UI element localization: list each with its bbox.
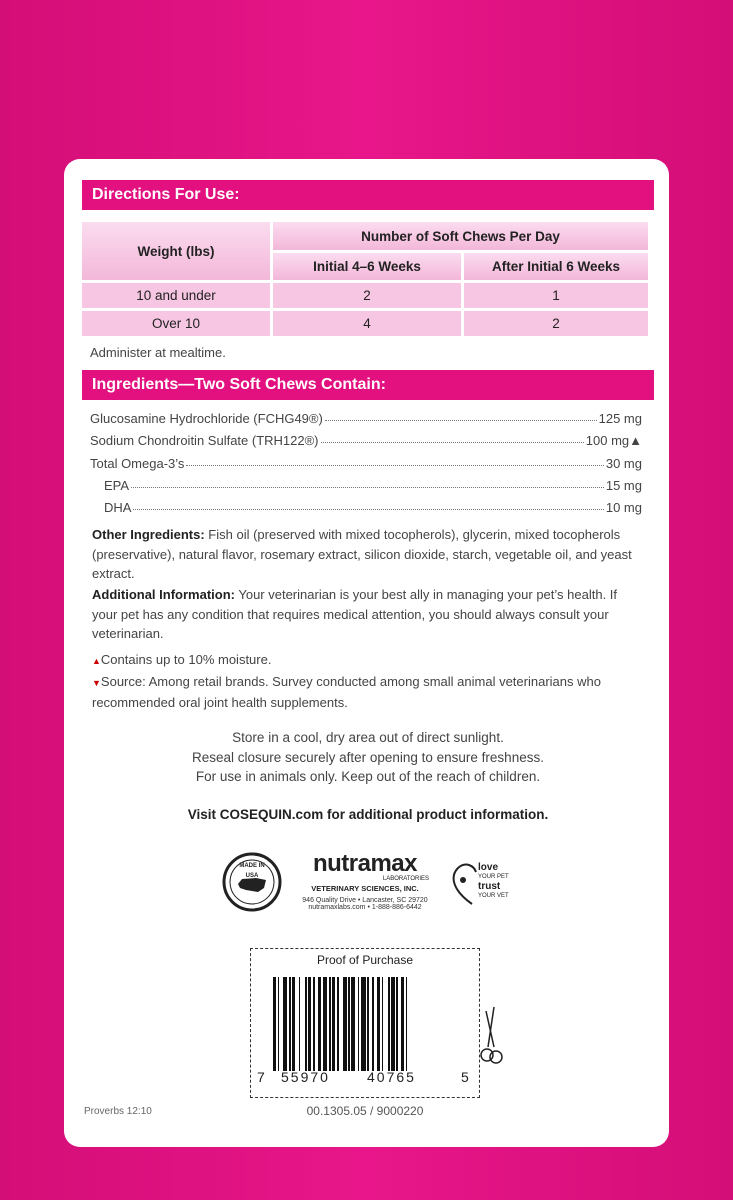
weight-cell: Over 10 bbox=[82, 311, 270, 336]
barcode-bar bbox=[351, 977, 354, 1071]
barcode-bar bbox=[278, 977, 280, 1071]
barcode-bar bbox=[382, 977, 384, 1071]
visit-website: Visit COSEQUIN.com for additional product information. bbox=[187, 807, 549, 822]
barcode bbox=[273, 977, 457, 1071]
barcode-bar bbox=[406, 977, 408, 1071]
after-header: After Initial 6 Weeks bbox=[464, 253, 648, 280]
proof-of-purchase-box: Proof of Purchase 7 55970 40765 5 bbox=[250, 948, 480, 1098]
additional-information-label: Additional Information: bbox=[92, 587, 235, 602]
nutramax-logo: nutramax LABORATORIES VETERINARY SCIENCES, INC. 946 Quality Drive • Lancaster, SC 29720 nutramaxlabs.com • 1-888-886-6442 bbox=[302, 850, 429, 911]
table-row bbox=[82, 283, 648, 308]
barcode-bar bbox=[313, 977, 315, 1071]
barcode-bar bbox=[283, 977, 288, 1071]
barcode-bar bbox=[388, 977, 390, 1071]
barcode-bar bbox=[348, 977, 350, 1071]
storage-instructions: Store in a cool, dry area out of direct sunlight. Reseal closure securely after opening to ensure freshness. For use in animals only. Keep out of the reach of children. bbox=[192, 730, 544, 784]
barcode-bar bbox=[377, 977, 380, 1071]
barcode-bar bbox=[343, 977, 346, 1071]
barcode-bar bbox=[318, 977, 321, 1071]
footnotes bbox=[92, 650, 612, 713]
weight-cell: 10 and under bbox=[82, 283, 270, 308]
svg-text:MADE IN: MADE IN bbox=[239, 863, 265, 869]
barcode-bar bbox=[372, 977, 374, 1071]
additional-information: Additional Information: Your veterinarian is your best ally in managing your pet’s health. If your pet has any condition that requires medical attention, you should always consult your veterinarian. bbox=[92, 587, 618, 641]
after-cell: 2 bbox=[464, 311, 648, 336]
barcode-bar bbox=[273, 977, 276, 1071]
ingredient-row: Total Omega-3’s 30 mg bbox=[90, 456, 642, 471]
barcode-bar bbox=[289, 977, 291, 1071]
weight-header: Weight (lbs) bbox=[82, 222, 270, 280]
ingredient-row: DHA 10 mg bbox=[104, 500, 642, 515]
ingredients-title: Ingredients—Two Soft Chews Contain: bbox=[82, 370, 654, 400]
initial-cell: 2 bbox=[273, 283, 461, 308]
directions-table bbox=[79, 219, 651, 339]
other-ingredients: Other Ingredients: Fish oil (preserved with mixed tocopherols), glycerin, mixed tocopherols (preservative), natural flavor, rosemary extract, silicon dioxide, starch, vegetable oil, and yeast extract. bbox=[92, 527, 632, 581]
barcode-bar bbox=[299, 977, 301, 1071]
initial-header: Initial 4–6 Weeks bbox=[273, 253, 461, 280]
love-your-pet-badge: love YOUR PET trust YOUR VET bbox=[450, 858, 520, 910]
directions-title: Directions For Use: bbox=[82, 180, 654, 210]
barcode-bar bbox=[401, 977, 404, 1071]
ingredient-row: EPA 15 mg bbox=[104, 478, 642, 493]
product-code: 00.1305.05 / 9000220 bbox=[306, 1104, 424, 1118]
barcode-bar bbox=[308, 977, 311, 1071]
other-ingredients-label: Other Ingredients: bbox=[92, 527, 205, 542]
source-footnote: ▼Source: Among retail brands. Survey conducted among small animal veterinarians who recommended oral joint health supplements. bbox=[92, 673, 601, 710]
barcode-bar bbox=[367, 977, 369, 1071]
proof-of-purchase-label: Proof of Purchase bbox=[316, 953, 414, 967]
initial-cell: 4 bbox=[273, 311, 461, 336]
svg-text:USA: USA bbox=[245, 873, 259, 879]
barcode-bar bbox=[358, 977, 360, 1071]
scissors-icon bbox=[480, 1005, 504, 1067]
moisture-footnote: ▲Contains up to 10% moisture. bbox=[92, 652, 272, 667]
administer-note: Administer at mealtime. bbox=[90, 345, 226, 360]
barcode-bar bbox=[305, 977, 307, 1071]
after-cell: 1 bbox=[464, 283, 648, 308]
ingredient-row: Sodium Chondroitin Sulfate (TRH122®) 100 mg▲ bbox=[90, 433, 642, 448]
barcode-bar bbox=[396, 977, 398, 1071]
chews-header: Number of Soft Chews Per Day bbox=[273, 222, 648, 250]
barcode-bar bbox=[391, 977, 394, 1071]
barcode-bar bbox=[337, 977, 339, 1071]
ingredient-row: Glucosamine Hydrochloride (FCHG49®) 125 mg bbox=[90, 411, 642, 426]
barcode-bar bbox=[361, 977, 366, 1071]
barcode-bar bbox=[332, 977, 335, 1071]
made-in-usa-badge-icon bbox=[222, 852, 282, 912]
barcode-bar bbox=[323, 977, 328, 1071]
barcode-bar bbox=[329, 977, 331, 1071]
table-row bbox=[82, 311, 648, 336]
proverbs-reference: Proverbs 12:10 bbox=[84, 1106, 152, 1117]
barcode-bar bbox=[292, 977, 295, 1071]
